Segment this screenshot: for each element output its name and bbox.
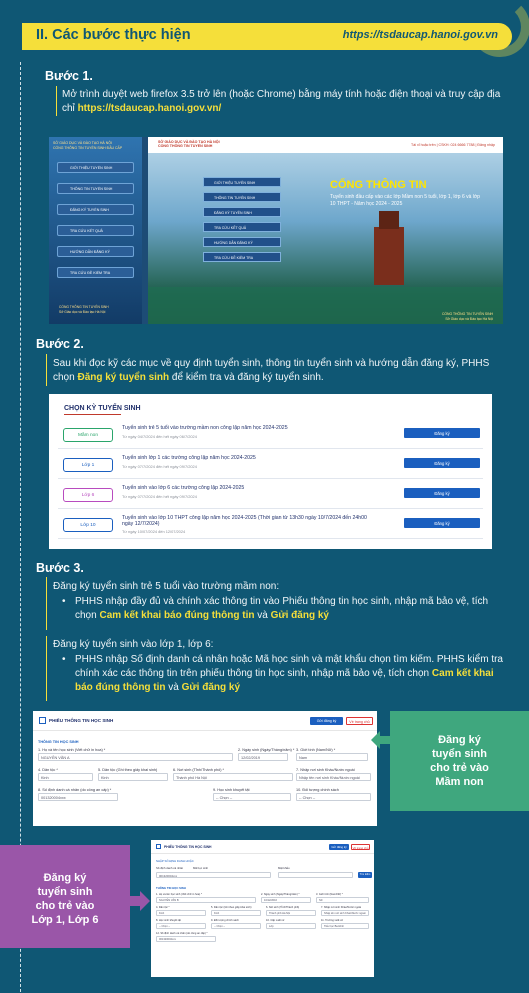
row-date: Từ ngày 07/7/2024 đến hết ngày 09/7/2024 xyxy=(122,494,197,499)
form-title: PHIẾU THÔNG TIN HỌC SINH xyxy=(164,845,212,849)
field-label: 10. Đối tượng chính sách xyxy=(296,788,339,792)
portal-title: CỔNG THÔNG TIN xyxy=(330,179,427,191)
field-label: 8. Học sinh khuyết tật xyxy=(156,919,181,922)
field-label: 2. Ngày sinh (Ngày/Tháng/năm) * xyxy=(261,893,300,896)
form-input[interactable]: -- Chọn -- xyxy=(156,923,206,929)
site-url[interactable]: https://tsdaucap.hanoi.gov.vn xyxy=(342,29,498,41)
kindergarten-form xyxy=(33,711,377,826)
portal-screenshot xyxy=(49,137,503,324)
field-label: 8. Số định danh cá nhân (do công an cấp) * xyxy=(38,788,112,792)
name-input[interactable]: NGUYỄN VĂN A xyxy=(38,753,233,761)
field-label: 4. Dân tộc * xyxy=(38,768,58,772)
search-heading: NHẬP SỐ ĐỊNH DANH HOẶC xyxy=(156,859,194,863)
grade-callout xyxy=(0,845,130,948)
header-banner xyxy=(22,23,512,50)
register-button[interactable]: Đăng ký xyxy=(404,428,480,438)
field-label: 12. Số định danh cá nhân (do công an cấp) * xyxy=(156,932,208,935)
enrollment-period-panel xyxy=(49,394,492,549)
search-button[interactable]: Tìm kiếm xyxy=(359,873,371,876)
field-label: 9. Học sinh khuyết tật xyxy=(213,788,250,792)
form-input[interactable]: 001320004xxx xyxy=(156,936,216,942)
field-label: 5. Dân tộc (Ghi theo giấy khai sinh) xyxy=(98,768,158,772)
desktop-menu-item[interactable]: ĐĂNG KÝ TUYỂN SINH xyxy=(203,207,281,217)
row-title: Tuyển sinh trẻ 5 tuổi vào trường mầm non công lập năm học 2024-2025 xyxy=(122,425,288,431)
desktop-footer: CỔNG THÔNG TIN TUYỂN SINH Sở Giáo dục và Đào tạo Hà Nội xyxy=(441,312,493,321)
callout-text: Đăng ký tuyển sinh cho trẻ vào Lớp 1, Lớp 6 xyxy=(31,872,99,926)
section-title: II. Các bước thực hiện xyxy=(36,27,191,43)
arrow-left-icon xyxy=(371,731,393,749)
field-label: 2. Ngày sinh (Ngày/Tháng/năm) * xyxy=(238,748,295,752)
step2-heading: Bước 2. xyxy=(36,337,84,351)
form-input[interactable]: Tiểu học Ba Đình xyxy=(321,923,369,929)
level-badge: Mầm non xyxy=(63,428,113,442)
arrow-right-icon xyxy=(126,891,150,911)
form-input[interactable]: 10/12/2016 xyxy=(261,897,311,903)
kindergarten-callout xyxy=(390,711,529,811)
field-label: 6. Nơi sinh (Tỉnh/Thành phố) xyxy=(266,906,300,909)
mobile-menu-item[interactable]: THÔNG TIN TUYỂN SINH xyxy=(57,183,134,194)
form-input[interactable]: -- Chọn -- xyxy=(211,923,261,929)
desktop-menu-item[interactable]: TRA CỨU ĐỀ KIỂM TRA xyxy=(203,252,281,262)
field-label: 3. Giới tính (Nam/Nữ) * xyxy=(316,893,343,896)
radio-student-code[interactable]: Mã học sinh xyxy=(193,866,209,870)
field-label: 7. Nhập nơi sinh Khác/Nước ngoài xyxy=(321,906,362,909)
row-date: Từ ngày 10/07/2024 đến 12/07/2024 xyxy=(122,529,186,534)
policy-select[interactable]: -- Chọn -- xyxy=(296,793,371,801)
password-input[interactable] xyxy=(278,872,353,878)
portal-link[interactable]: https://tsdaucap.hanoi.gov.vn/ xyxy=(77,103,222,114)
id-input[interactable]: 001320004xxx xyxy=(38,793,118,801)
mobile-title: SỞ GIÁO DỤC VÀ ĐÀO TẠO HÀ NỘI CỔNG THÔNG TIN TUYỂN SINH ĐẦU CẤP xyxy=(53,141,123,150)
form-input[interactable]: Nhập tên nơi sinh Khác/Nước ngoài xyxy=(321,910,369,916)
section-label: THÔNG TIN HỌC SINH xyxy=(38,740,79,744)
step3-grade1-6 xyxy=(53,638,508,695)
portal-subtitle: Tuyển sinh đầu cấp vào các lớp Mầm non 5 tuổi, lớp 1, lớp 6 và lớp 10 THPT - Năm học 2024 - 2025 xyxy=(330,194,480,207)
step1-heading: Bước 1. xyxy=(45,69,93,83)
callout-text: Đăng ký tuyển sinh cho trẻ vào Mầm non xyxy=(430,734,489,788)
section-label: THÔNG TIN HỌC SINH xyxy=(156,886,186,890)
form-input[interactable]: Lớp xyxy=(266,923,316,929)
step3-heading: Bước 3. xyxy=(36,561,84,575)
field-label: 10. Cấp xuất xứ xyxy=(266,919,285,922)
enrollment-row xyxy=(58,452,483,479)
grade-bullet: • PHHS nhập Số định danh cá nhân hoặc Mã học sinh và mật khẩu chọn tìm kiếm. PHHS kiểm tra chính xác các thông tin trên phiếu thông tin học sinh, nhập mã bảo vệ, tích chọn Cam kết khai báo đúng thông tin và Gửi đăng ký xyxy=(62,654,503,693)
radio-id[interactable]: Số định danh cá nhân xyxy=(156,866,184,870)
submit-button[interactable]: Gửi đăng ký xyxy=(329,844,349,850)
row-title: Tuyển sinh vào lớp 10 THPT công lập năm học 2024-2025 (Thời gian từ 13h30 ngày 10/7/2024 đến 24h00 ngày 12/7/2024) xyxy=(122,515,367,528)
field-label: 3. Giới tính (Nam/Nữ) * xyxy=(296,748,336,752)
kindergarten-intro: Đăng ký tuyển sinh trẻ 5 tuổi vào trường mầm non: xyxy=(53,581,280,592)
field-label: 1. Họ và tên học sinh (Viết chữ in hoa) * xyxy=(38,748,106,752)
field-label: 1. Họ và tên học sinh (Viết chữ in hoa) * xyxy=(156,893,202,896)
field-label: 9. Đối tượng chính sách xyxy=(211,919,239,922)
register-button[interactable]: Đăng ký xyxy=(404,488,480,498)
field-label: 5. Dân tộc (Ghi theo giấy khai sinh) xyxy=(211,906,252,909)
row-title: Tuyển sinh lớp 1 các trường công lập năm học 2024-2025 xyxy=(122,455,256,461)
desktop-menu-item[interactable]: THÔNG TIN TUYỂN SINH xyxy=(203,192,281,202)
dob-input[interactable]: 12/02/2019 xyxy=(238,753,288,761)
ethnic-select[interactable]: Kinh xyxy=(38,773,93,781)
level-badge: Lớp 1 xyxy=(63,458,113,472)
birthplace-select[interactable]: Thành phố Hà Nội xyxy=(173,773,293,781)
desktop-menu-item[interactable]: TRA CỨU KẾT QUẢ xyxy=(203,222,281,232)
enrollment-row xyxy=(58,482,483,509)
mobile-menu-item[interactable]: TRA CỨU ĐỀ KIỂM TRA xyxy=(57,267,134,278)
turtle-tower-image xyxy=(374,227,404,285)
enrollment-row xyxy=(58,422,483,449)
mobile-menu-item[interactable]: HƯỚNG DẪN ĐĂNG KÝ xyxy=(57,246,134,257)
grade-intro: Đăng ký tuyển sinh vào lớp 1, lớp 6: xyxy=(53,639,214,650)
form-input[interactable]: Nữ xyxy=(316,897,369,903)
field-label: 6. Nơi sinh (Tỉnh/Thành phố) * xyxy=(173,768,225,772)
home-button[interactable]: Về trang chủ xyxy=(346,717,373,725)
row-date: Từ ngày 07/7/2024 đến hết ngày 09/7/2024 xyxy=(122,464,197,469)
mobile-menu-item[interactable]: GIỚI THIỆU TUYỂN SINH xyxy=(57,162,134,173)
field-label: 7. Nhập nơi sinh Khác/Nước ngoài xyxy=(296,768,355,772)
kindergarten-bullet: • PHHS nhập đầy đủ và chính xác thông tin vào Phiếu thông tin học sinh, nhập mã bảo vệ, tích chọn Cam kết khai báo đúng thông tin và Gửi đăng ký xyxy=(62,596,489,621)
ethnic-input[interactable]: Kinh xyxy=(98,773,168,781)
panel-title: CHỌN KỲ TUYỂN SINH xyxy=(64,405,141,412)
level-badge: Lớp 10 xyxy=(63,518,113,532)
form-input[interactable]: NGUYỄN VĂN B xyxy=(156,897,256,903)
desktop-menu-item[interactable]: HƯỚNG DẪN ĐĂNG KÝ xyxy=(203,237,281,247)
id-input[interactable]: 001320004xxx xyxy=(156,872,271,878)
grade-form xyxy=(151,840,374,977)
register-link[interactable]: Đăng ký tuyển sinh xyxy=(77,372,170,383)
form-input[interactable]: Kinh xyxy=(156,910,206,916)
step3-kindergarten xyxy=(53,580,508,623)
other-birthplace-input[interactable]: Nhập tên nơi sinh Khác/Nước ngoài xyxy=(296,773,371,781)
gender-select[interactable]: Nam xyxy=(296,753,368,761)
mobile-footer: CỔNG THÔNG TIN TUYỂN SINH Sở Giáo dục và Đào tạo Hà Nội xyxy=(59,305,109,314)
home-button[interactable]: Về trang chủ xyxy=(352,846,369,850)
mobile-menu-item[interactable]: ĐĂNG KÝ TUYỂN SINH xyxy=(57,204,134,215)
step2-text: Sau khi đọc kỹ các mục về quy định tuyển sinh, thông tin tuyển sinh và hướng dẫn đăng ký, PHHS chọn Đăng ký tuyển sinh để kiểm tra và đăng ký tuyển sinh. xyxy=(53,358,490,383)
row-date: Từ ngày 04/7/2024 đến hết ngày 06/7/2024 xyxy=(122,434,197,439)
form-input[interactable]: Thành phố Hà Nội xyxy=(266,910,316,916)
row-title: Tuyển sinh vào lớp 6 các trường công lập 2024-2025 xyxy=(122,485,245,491)
enrollment-row xyxy=(58,512,483,539)
form-title: PHIẾU THÔNG TIN HỌC SINH xyxy=(49,718,114,723)
mobile-view xyxy=(49,137,142,324)
desktop-logo-text: SỞ GIÁO DỤC VÀ ĐÀO TẠO HÀ NỘI CỔNG THÔNG TIN TUYỂN SINH xyxy=(158,140,220,149)
field-label: 11. Trường xuất xứ xyxy=(321,919,344,922)
desktop-view xyxy=(148,137,503,324)
form-input[interactable]: Kinh xyxy=(211,910,261,916)
desktop-menu-item[interactable]: GIỚI THIỆU TUYỂN SINH xyxy=(203,177,281,187)
desktop-top-links[interactable]: Tài xỉ hoặc trên | CSKH: 024 6666 7788 | Đăng nhập xyxy=(411,143,495,147)
submit-button[interactable]: Gửi đăng ký xyxy=(310,717,343,725)
field-label: 4. Dân tộc * xyxy=(156,906,170,909)
register-button[interactable]: Đăng ký xyxy=(404,458,480,468)
step1-text: Mở trình duyệt web firefox 3.5 trở lên (hoặc Chrome) bằng máy tính hoặc điện thoại và truy cập địa chỉ https://tsdaucap.hanoi.gov.vn/ xyxy=(62,89,501,114)
level-badge: Lớp 6 xyxy=(63,488,113,502)
register-button[interactable]: Đăng ký xyxy=(404,518,480,528)
disability-select[interactable]: -- Chọn -- xyxy=(213,793,291,801)
mobile-menu-item[interactable]: TRA CỨU KẾT QUẢ xyxy=(57,225,134,236)
password-label: Mật khẩu xyxy=(278,866,290,870)
